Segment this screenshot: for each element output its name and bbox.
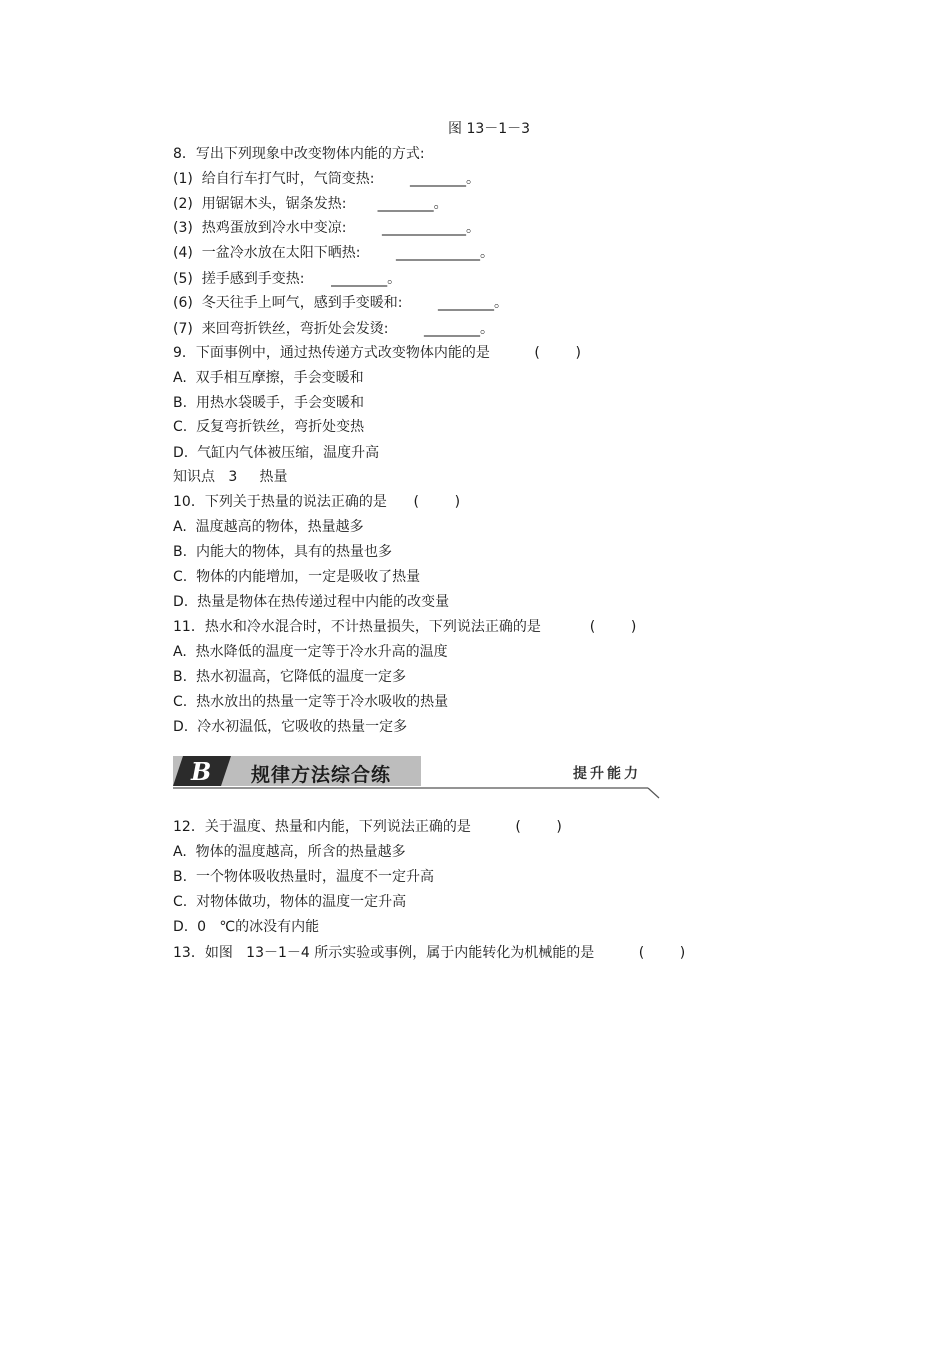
question-8-item-4: (4) 一盆冷水放在太阳下晒热: ____________。 <box>173 245 495 261</box>
question-8-item-1: (1) 给自行车打气时，气筒变热: ________。 <box>173 171 481 187</box>
question-11-option-c: C. 热水放出的热量一定等于冷水吸收的热量 <box>173 694 449 710</box>
question-12-option-a: A. 物体的温度越高，所含的热量越多 <box>173 844 406 860</box>
question-9-option-d: D. 气缸内气体被压缩，温度升高 <box>173 445 380 461</box>
section-banner <box>173 752 661 800</box>
question-9-option-c: C. 反复弯折铁丝，弯折处变热 <box>173 419 365 435</box>
question-9-option-b: B. 用热水袋暖手，手会变暖和 <box>173 395 364 411</box>
figure-caption: 图 13－1－3 <box>448 121 531 137</box>
question-9-option-a: A. 双手相互摩擦，手会变暖和 <box>173 370 364 386</box>
question-13-stem: 13．如图 13－1－4 所示实验或事例，属于内能转化为机械能的是 ( ) <box>173 945 686 961</box>
section-subtitle: 提升能力 <box>573 766 641 782</box>
question-10-stem: 10．下列关于热量的说法正确的是 ( ) <box>173 494 461 510</box>
question-12-option-c: C. 对物体做功，物体的温度一定升高 <box>173 894 407 910</box>
question-8-item-7: (7) 来回弯折铁丝，弯折处会发烫: ________。 <box>173 321 495 337</box>
section-badge-letter: B <box>191 757 212 786</box>
question-12-stem: 12．关于温度、热量和内能，下列说法正确的是 ( ) <box>173 819 562 835</box>
question-9-stem: 9．下面事例中，通过热传递方式改变物体内能的是 ( ) <box>173 345 581 361</box>
question-8-stem: 8．写出下列现象中改变物体内能的方式: <box>173 146 425 162</box>
section-title: 规律方法综合练 <box>251 764 392 786</box>
knowledge-point-heading: 知识点 3 热量 <box>173 469 288 485</box>
question-11-option-b: B. 热水初温高，它降低的温度一定多 <box>173 669 406 685</box>
question-11-option-d: D. 冷水初温低，它吸收的热量一定多 <box>173 719 408 735</box>
question-11-option-a: A. 热水降低的温度一定等于冷水升高的温度 <box>173 644 448 660</box>
question-12-option-b: B. 一个物体吸收热量时，温度不一定升高 <box>173 869 434 885</box>
question-10-option-b: B. 内能大的物体，具有的热量也多 <box>173 544 392 560</box>
question-11-stem: 11．热水和冷水混合时，不计热量损失，下列说法正确的是 ( ) <box>173 619 637 635</box>
question-10-option-a: A. 温度越高的物体，热量越多 <box>173 519 364 535</box>
question-8-item-2: (2) 用锯锯木头，锯条发热: ________。 <box>173 196 448 212</box>
question-8-item-5: (5) 搓手感到手变热: ________。 <box>173 271 402 287</box>
question-10-option-c: C. 物体的内能增加，一定是吸收了热量 <box>173 569 421 585</box>
question-8-item-3: (3) 热鸡蛋放到冷水中变凉: ____________。 <box>173 220 481 236</box>
question-12-option-d: D. 0 ℃的冰没有内能 <box>173 919 320 935</box>
question-10-option-d: D. 热量是物体在热传递过程中内能的改变量 <box>173 594 450 610</box>
question-8-item-6: (6) 冬天往手上呵气，感到手变暖和: ________。 <box>173 295 509 311</box>
